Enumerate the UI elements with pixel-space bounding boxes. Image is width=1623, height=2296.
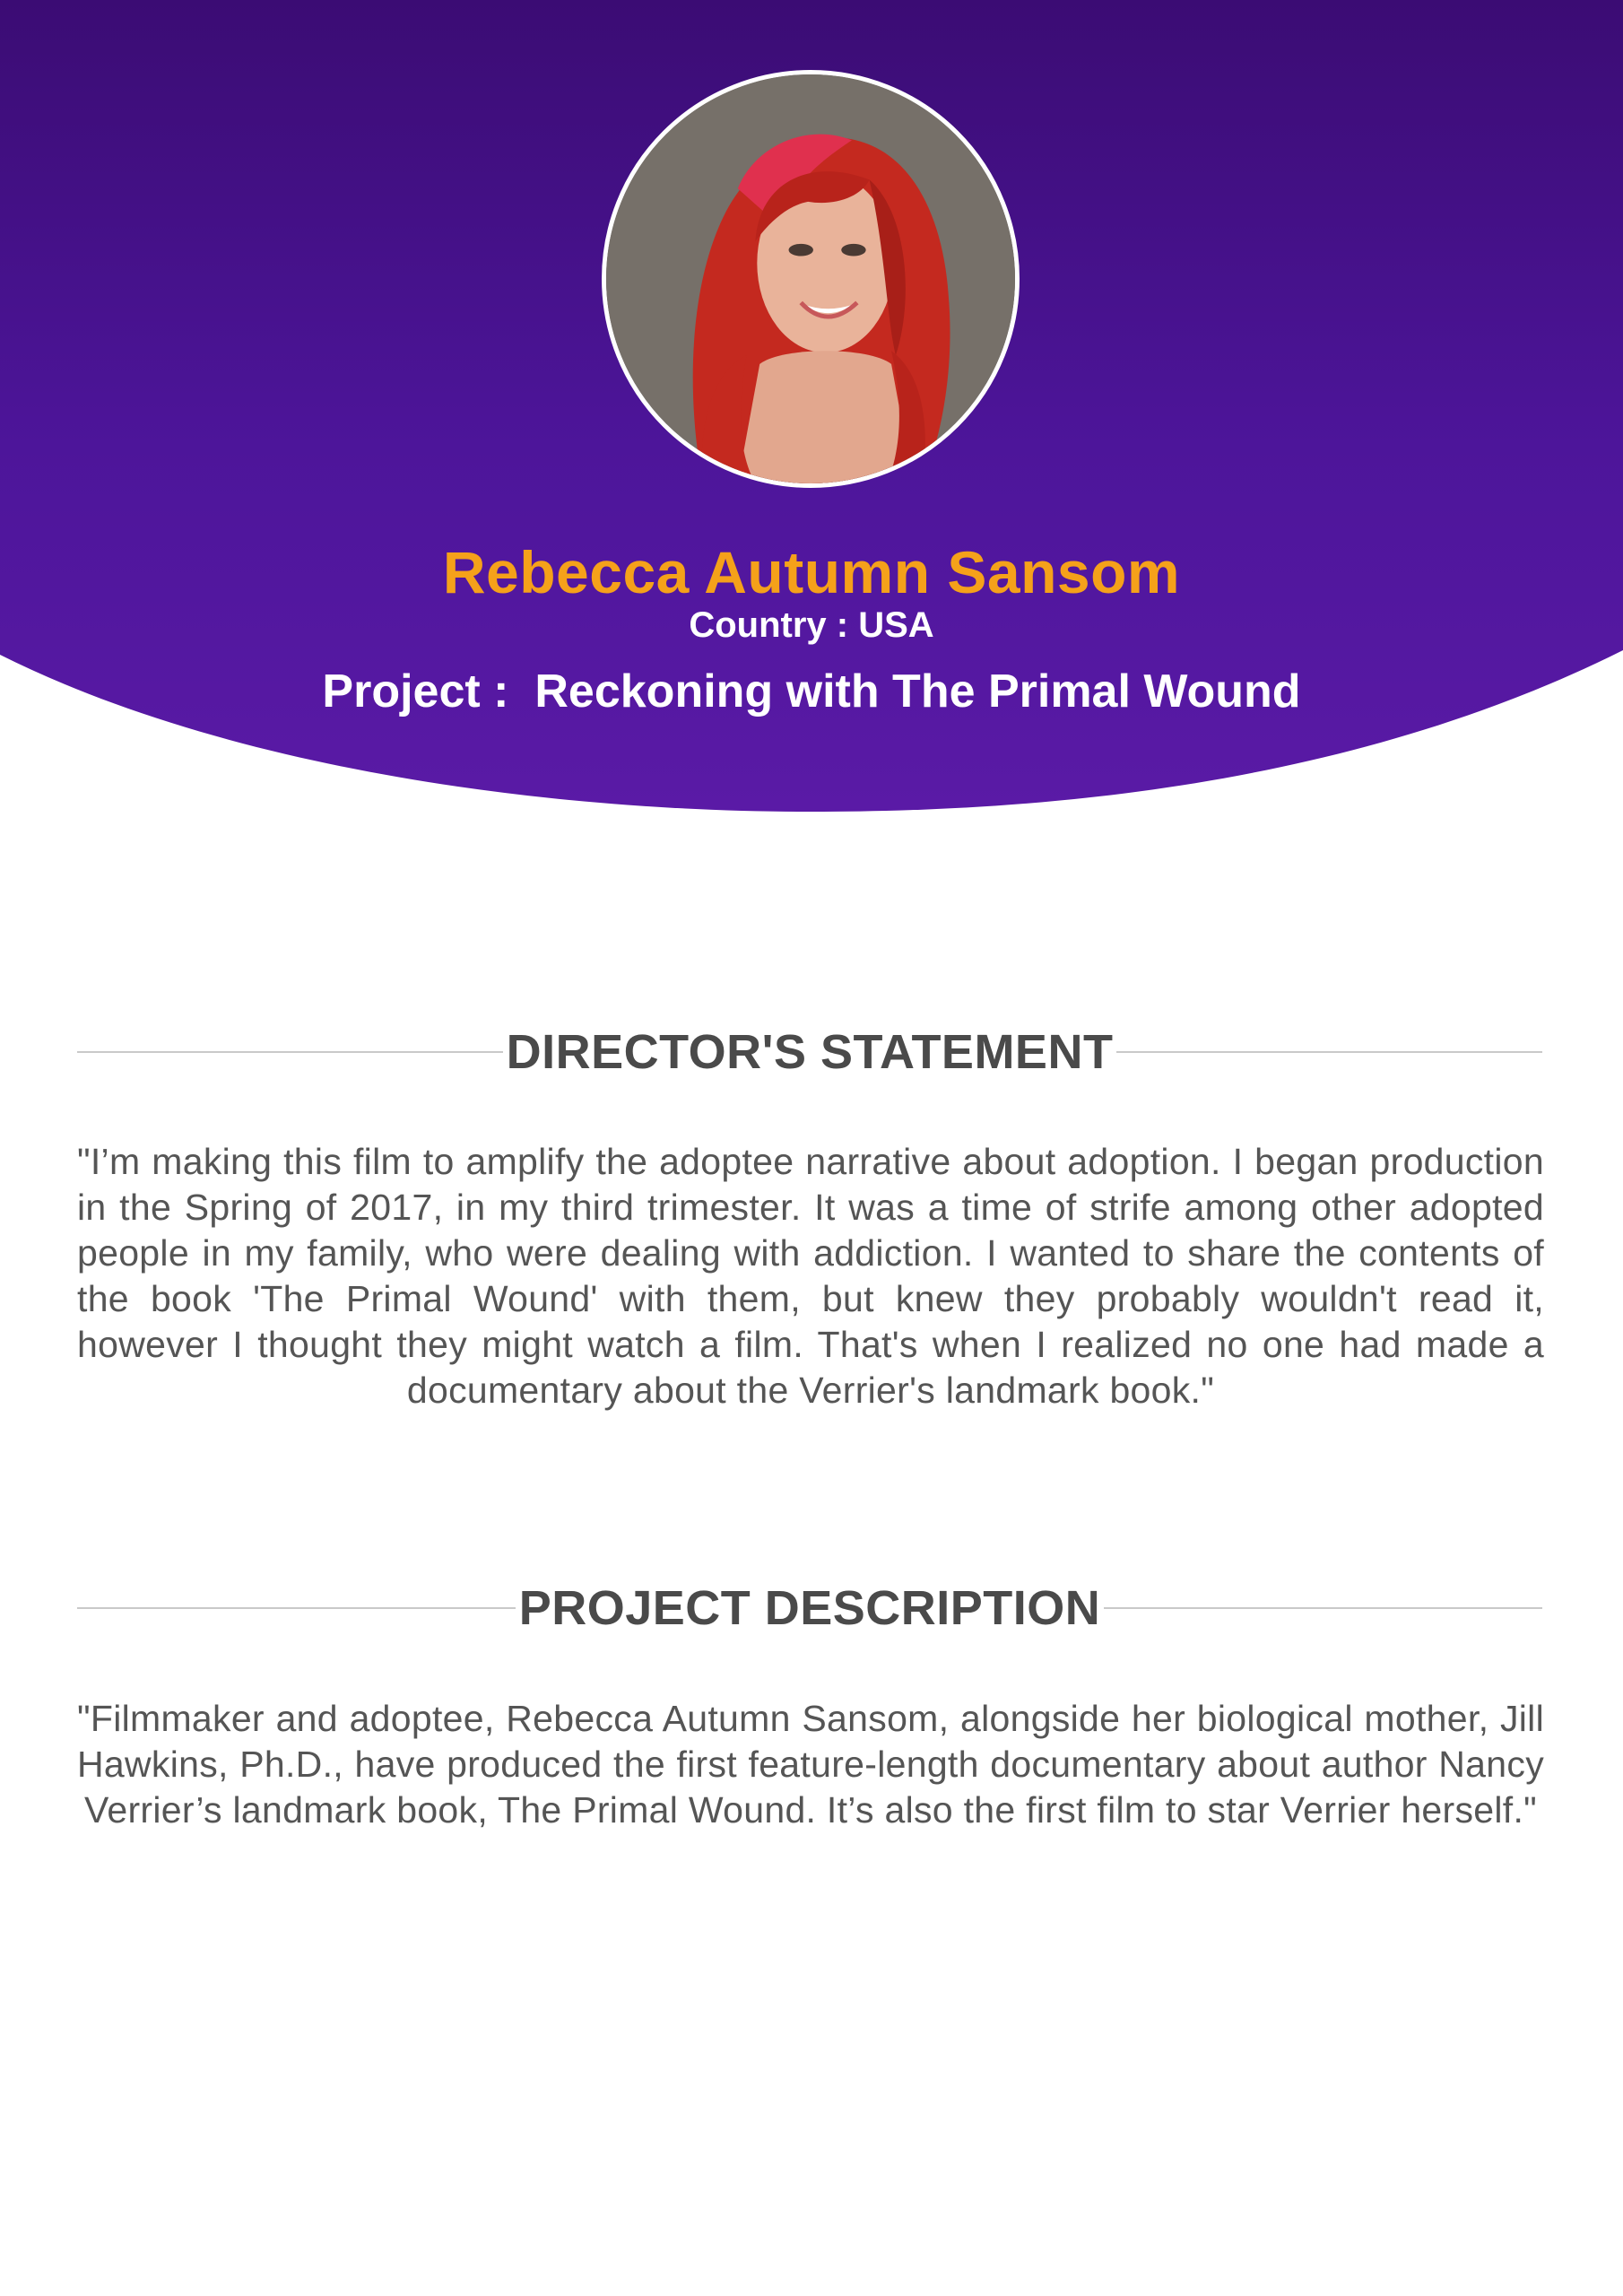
heading-rule-right bbox=[1116, 1051, 1542, 1053]
project-title: Project : Reckoning with The Primal Wound bbox=[322, 665, 1301, 718]
heading-rule-left bbox=[77, 1607, 516, 1609]
country-label: Country : USA bbox=[689, 605, 934, 645]
directors-statement-heading bbox=[77, 1021, 1542, 1083]
director-portrait-icon bbox=[606, 74, 1015, 483]
section-title: PROJECT DESCRIPTION bbox=[518, 1581, 1101, 1635]
project-description-text: "Filmmaker and adoptee, Rebecca Autumn Sansom, alongside her biological mother, Jill Hawkins, Ph.D., have produced the first feature-length documentary about author Nancy Verrier’s landmark book, The Primal Wound. It’s also the first film to star Verrier herself." bbox=[77, 1698, 1544, 1831]
directors-statement-text: "I’m making this film to amplify the adoptee narrative about adoption. I began production in the Spring of 2017, in my third trimester. It was a time of strife among other adopted people in my family, who were dealing with addiction. I wanted to share the contents of the book 'The Primal Wound' with them, but knew they probably wouldn't read it, however I thought they might watch a film. That's when I realized no one had made a documentary about the Verrier's landmark book." bbox=[77, 1141, 1544, 1411]
project-description-heading bbox=[77, 1577, 1542, 1639]
director-name: Rebecca Autumn Sansom bbox=[442, 539, 1181, 605]
heading-rule-left bbox=[77, 1051, 503, 1053]
section-title: DIRECTOR'S STATEMENT bbox=[506, 1025, 1114, 1079]
director-avatar bbox=[602, 70, 1020, 488]
heading-rule-right bbox=[1104, 1607, 1542, 1609]
